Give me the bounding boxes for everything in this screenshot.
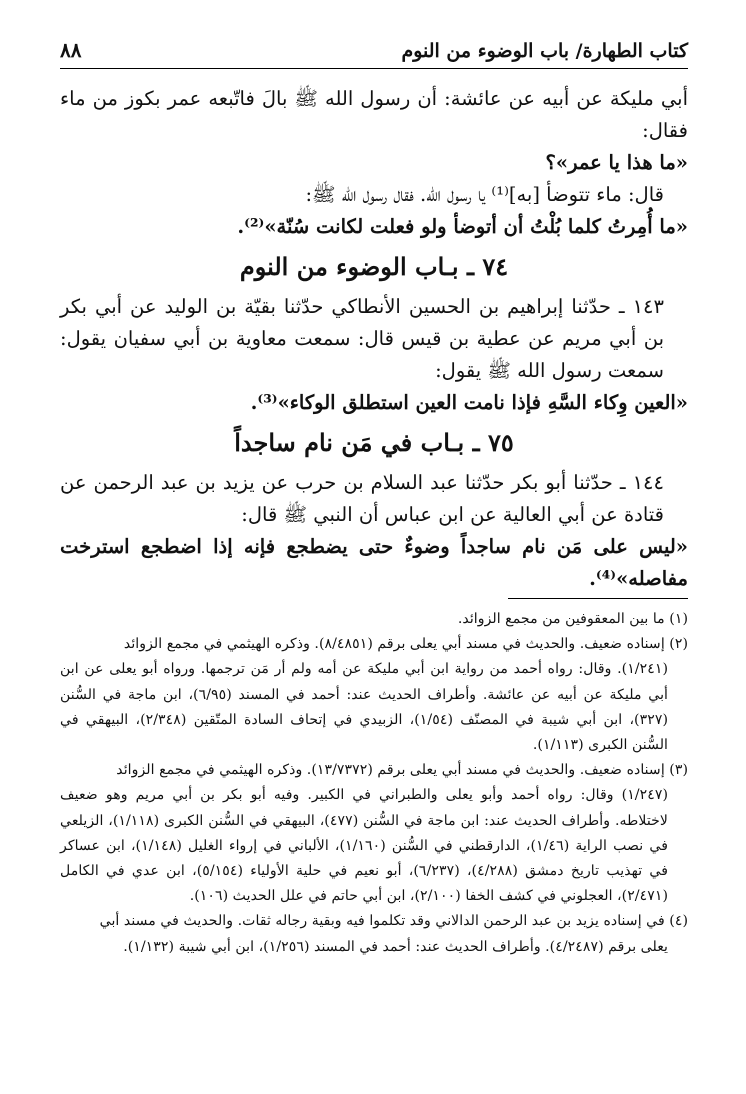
quote: «ليس على مَن نام ساجداً وضوءٌ حتى يضطجع فإنه إذا اضطجع استرخت مفاصله»⁽⁴⁾. [60,535,688,590]
footnote-1 [60,607,688,632]
running-header [60,38,688,69]
footnote-number: (١) [669,611,688,627]
chapter-heading-74: ٧٤ ـ بـاب الوضوء من النوم [239,252,509,281]
page-number: ٨٨ [60,38,82,62]
footnote-separator [508,598,688,599]
footnote-number: (٣) [669,762,688,779]
footnote-number: (٤) [669,913,688,930]
footnote-text: في إسناده يزيد بن عبد الرحمن الدالاني وقد تكلموا فيه وبقية رجاله ثقات. والحديث في مسند أبي [99,913,665,930]
footnote-number: (٢) [669,636,688,653]
footnote-3 [60,758,688,909]
footnote-text: (١/٢٤٧) وقال: رواه أحمد وأبو يعلى والطبراني في الكبير. وفيه أبو بكر بن أبي مريم وهو ضعيف لاختلاطه. وأطراف الحديث عند: ابن ماجة في السُّنن (٤٧٧)، البيهقي في السُّنن الكبرى (١/١١٨)، الزيلعي في نصب الراية (١/٤٦)، الدارقطني في السُّنن (١/١٦٠)، الألباني في إرواء الغليل (١/١٤٨)، ابن عساكر في تهذيب تاريخ دمشق (٤/٢٨٨)، (٦/٢٣٧)، أبو نعيم في حلية الأولياء (٥/١٥٤)، ابن عدي في الكامل (٢/٤٧١)، العجلوني في كشف الخفا (٢/١٠٠)، ابن أبي حاتم في علل الحديث (١٠٦). [60,787,669,905]
footnote-text: إسناده ضعيف. والحديث في مسند أبي يعلى برقم (١٣/٧٣٧٢). وذكره الهيثمي في مجمع الزوائد [116,762,665,779]
footnote-text: إسناده ضعيف. والحديث في مسند أبي يعلى برقم (٨/٤٨٥١). وذكره الهيثمي في مجمع الزوائد [123,636,665,653]
hadith-144: ١٤٤ ـ حدّثنا أبو بكر حدّثنا عبد السلام بن حرب عن يزيد بن عبد الرحمن عن قتادة عن أبي العالية عن ابن عباس أن النبي ﷺ قال: [60,471,664,526]
footnote-text: (١/٢٤١). وقال: رواه أحمد من رواية ابن أبي مليكة عن أمه ولم أر مَن ترجمها. ورواه أبو يعلى عن ابن أبي مليكة عن أبيه عن عائشة. وأطراف الحديث عند: أحمد في المسند (٦/٩٥)، ابن ماجة في السُّنن (٣٢٧)، ابن أبي شيبة في المصنّف (١/٥٤)، الزبيدي في إتحاف السادة المتّقين (٢/٣٤٨)، البيهقي في السُّنن الكبرى (١/١١٣). [60,661,668,754]
quote: «العين وِكاء السَّهِ فإذا نامت العين استطلق الوكاء»⁽³⁾. [250,391,688,414]
header-title: كتاب الطهارة/ باب الوضوء من النوم [401,40,688,62]
footnote-text: يعلى برقم (٤/٢٤٨٧). وأطراف الحديث عند: أحمد في المسند (١/٢٥٦)، ابن أبي شيبة (١/١٣٢). [123,938,668,955]
footnote-4 [60,909,688,959]
text-line: قال: ماء تتوضأ [به]⁽¹⁾ يا رسول الله. فقال رسول الله ﷺ: [305,183,664,206]
quote: «ما هذا يا عمر»؟ [545,151,688,174]
footnote-2 [60,632,688,758]
footnote-text: ما بين المعقوفين من مجمع الزوائد. [457,611,665,627]
page [60,38,688,595]
footnotes [60,598,688,960]
chapter-heading-75: ٧٥ ـ بـاب في مَن نام ساجداً [234,428,514,457]
text-line: أبي مليكة عن أبيه عن عائشة: أن رسول الله ﷺ بالَ فاتّبعه عمر بكوز من ماء فقال: [60,87,688,142]
main-text [60,83,688,595]
hadith-143: ١٤٣ ـ حدّثنا إبراهيم بن الحسين الأنطاكي حدّثنا بقيّة بن الوليد عن أبي بكر بن أبي مريم عن عطية بن قيس قال: سمعت معاوية بن أبي سفيان يقول: سمعت رسول الله ﷺ يقول: [60,295,664,382]
quote: «ما أُمِرتُ كلما بُلْتُ أن أتوضأ ولو فعلت لكانت سُنّة»⁽²⁾. [237,215,688,238]
